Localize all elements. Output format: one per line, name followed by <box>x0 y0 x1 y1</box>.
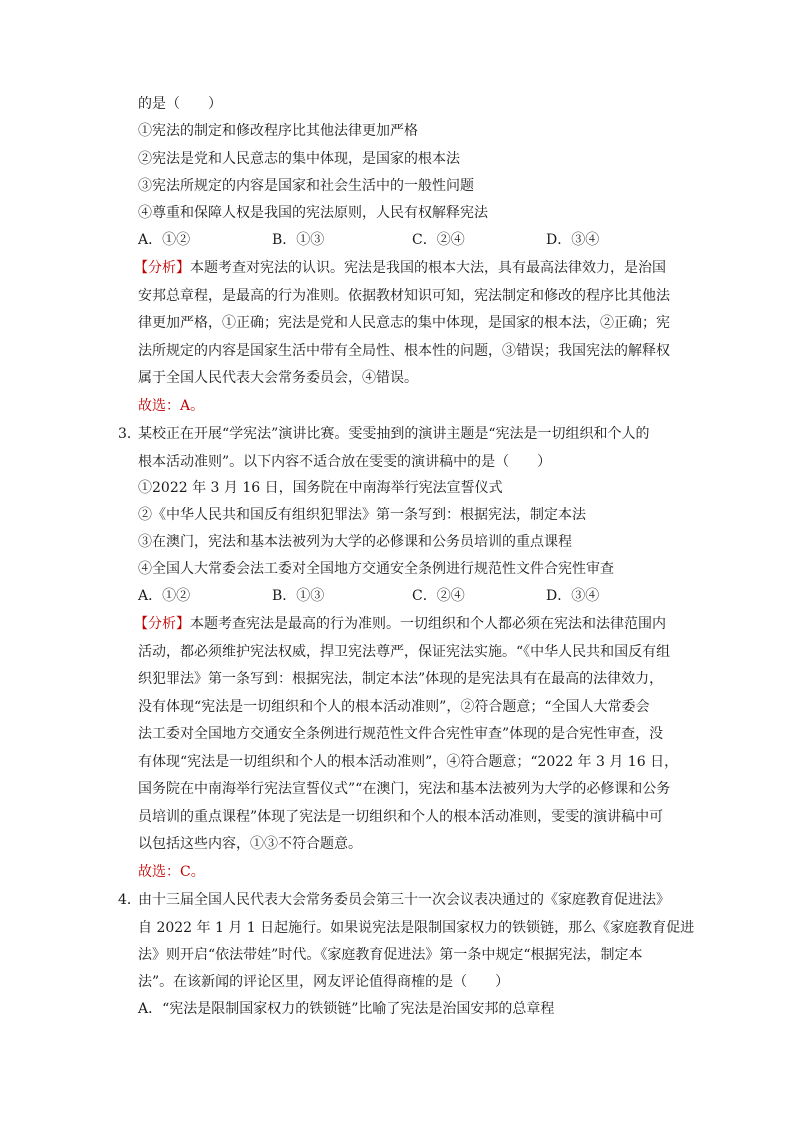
q3-option-1: ①2022 年 3 月 16 日，国务院在中南海举行宪法宣誓仪式 <box>138 480 503 496</box>
q2-analysis-line-3: 律更加严格，①正确；宪法是党和人民意志的集中体现，是国家的根本法，②正确；宪 <box>138 315 670 331</box>
q2-choice-c: C．②④ <box>412 232 465 248</box>
q3-analysis-line-6: 有体现“宪法是一切组织和个人的根本活动准则”，④符合题意；“2022 年 3 月 16 日， <box>138 754 679 770</box>
q3-choice-a: A．①② <box>138 588 191 604</box>
q4-option-a: A．“宪法是限制国家权力的铁锁链”比喻了宪法是治国安邦的总章程 <box>138 1001 555 1017</box>
q4-stem-line-1: 由十三届全国人民代表大会常务委员会第三十一次会议表决通过的《家庭教育促进法》 <box>138 892 670 908</box>
q3-choice-c: C．②④ <box>412 588 465 604</box>
q2-analysis-label: 【分析】 <box>134 260 190 276</box>
q3-option-3: ③在澳门，宪法和基本法被列为大学的必修课和公务员培训的重点课程 <box>138 534 572 550</box>
q3-stem-line-2: 根本活动准则”。以下内容不适合放在雯雯的演讲稿中的是（ ） <box>138 454 552 470</box>
q4-stem-line-3: 法》则开启“依法带娃”时代。《家庭教育促进法》第一条中规定“根据宪法，制定本 <box>138 947 643 963</box>
q4-stem-line-4: 法”。在该新闻的评论区里，网友评论值得商榷的是（ ） <box>138 974 510 990</box>
q2-analysis-line-2: 安邦总章程，是最高的行为准则。依据教材知识可知，宪法制定和修改的程序比其他法 <box>138 288 670 304</box>
q3-analysis-line-2: 活动，都必须维护宪法权威，捍卫宪法尊严，保证宪法实施。“《中华人民共和国反有组 <box>138 644 671 660</box>
q3-analysis-line-4: 没有体现“宪法是一切组织和个人的根本活动准则”，②符合题意；“全国人大常委会 <box>138 699 650 715</box>
q4-stem-line-2: 自 2022 年 1 月 1 日起施行。如果说宪法是限制国家权力的铁锁链，那么《家庭教育促进 <box>138 920 695 936</box>
q3-analysis-line-5: 法工委对全国地方交通安全条例进行规范性文件合宪性审查”体现的是合宪性审查，没 <box>138 726 664 742</box>
q2-answer: 故选：A。 <box>138 398 205 414</box>
q2-choices <box>138 230 618 250</box>
q3-answer: 故选：C。 <box>138 864 205 880</box>
q3-choice-d: D．③④ <box>546 588 600 604</box>
q2-option-2: ②宪法是党和人民意志的集中体现，是国家的根本法 <box>138 151 460 167</box>
q2-stem-tail: 的是（ ） <box>138 96 222 112</box>
q2-analysis-line-5: 属于全国人民代表大会常务委员会，④错误。 <box>138 370 418 386</box>
q3-stem-line-1: 某校正在开展“学宪法”演讲比赛。雯雯抽到的演讲主题是“宪法是一切组织和个人的 <box>138 426 650 442</box>
q4-number: 4． <box>118 892 141 908</box>
q3-analysis-label: 【分析】 <box>134 616 190 632</box>
q2-analysis-line-4: 法所规定的内容是国家生活中带有全局性、根本性的问题，③错误；我国宪法的解释权 <box>138 343 670 359</box>
q3-choice-b: B．①③ <box>272 588 325 604</box>
q3-analysis-line-8: 员培训的重点课程”体现了宪法是一切组织和个人的根本活动准则，雯雯的演讲稿中可 <box>138 809 664 825</box>
q3-choices <box>138 586 618 606</box>
q3-analysis-line-9: 以包括这些内容，①③不符合题意。 <box>138 836 362 852</box>
q2-option-4: ④尊重和保障人权是我国的宪法原则，人民有权解释宪法 <box>138 205 488 221</box>
q2-choice-a: A．①② <box>138 232 191 248</box>
q2-option-3: ③宪法所规定的内容是国家和社会生活中的一般性问题 <box>138 178 474 194</box>
q3-analysis-line-7: 国务院在中南海举行宪法宣誓仪式”“在澳门，宪法和基本法被列为大学的必修课和公务 <box>138 781 671 797</box>
q2-choice-d: D．③④ <box>546 232 600 248</box>
q2-analysis-line-1: 【分析】本题考查对宪法的认识。宪法是我国的根本大法，具有最高法律效力，是治国 <box>134 260 666 276</box>
q3-option-2: ②《中华人民共和国反有组织犯罪法》第一条写到：根据宪法，制定本法 <box>138 507 586 523</box>
q3-analysis-line-1: 【分析】本题考查宪法是最高的行为准则。一切组织和个人都必须在宪法和法律范围内 <box>134 616 666 632</box>
q3-analysis-line-3: 织犯罪法》第一条写到：根据宪法，制定本法”体现的是宪法具有在最高的法律效力， <box>138 671 664 687</box>
q2-option-1: ①宪法的制定和修改程序比其他法律更加严格 <box>138 123 418 139</box>
q3-option-4: ④全国人大常委会法工委对全国地方交通安全条例进行规范性文件合宪性审查 <box>138 561 614 577</box>
q2-choice-b: B．①③ <box>272 232 325 248</box>
q3-number: 3． <box>118 426 141 442</box>
